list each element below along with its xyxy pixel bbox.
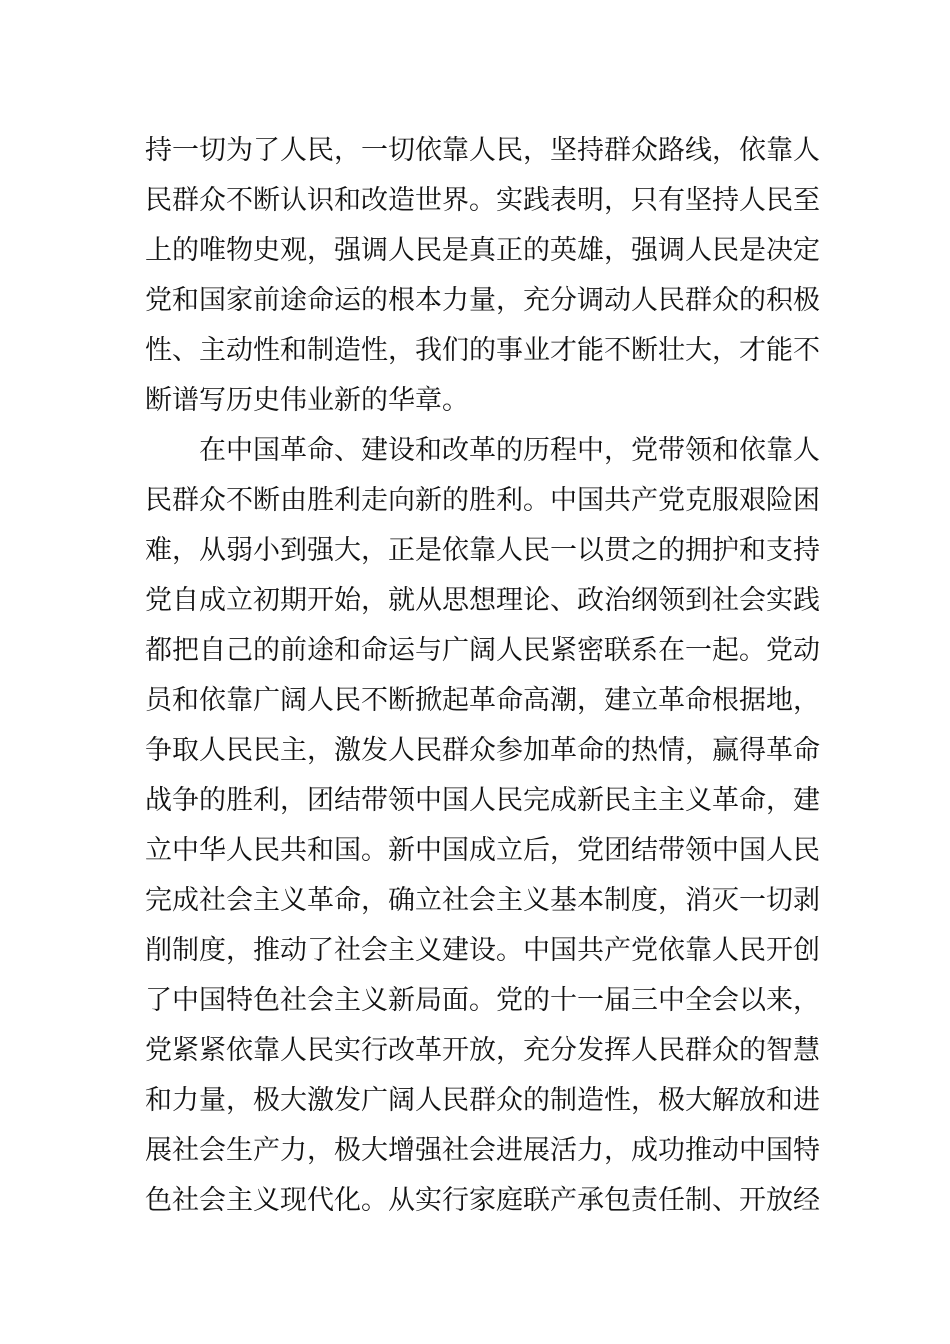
text-line: 民群众不断认识和改造世界。实践表明，只有坚持人民至 bbox=[145, 185, 820, 216]
text-line: 争取人民民主，激发人民群众参加革命的热情，赢得革命 bbox=[145, 735, 820, 766]
text-line: 难，从弱小到强大，正是依靠人民一以贯之的拥护和支持 bbox=[145, 535, 820, 566]
text-line: 党紧紧依靠人民实行改革开放，充分发挥人民群众的智慧 bbox=[145, 1035, 820, 1066]
text-line: 民群众不断由胜利走向新的胜利。中国共产党克服艰险困 bbox=[145, 485, 820, 516]
text-line: 完成社会主义革命，确立社会主义基本制度，消灭一切剥 bbox=[145, 885, 820, 916]
text-line: 战争的胜利，团结带领中国人民完成新民主主义革命，建 bbox=[145, 785, 820, 816]
text-line: 断谱写历史伟业新的华章。 bbox=[145, 385, 469, 416]
text-line: 展社会生产力，极大增强社会进展活力，成功推动中国特 bbox=[145, 1135, 820, 1166]
text-line: 员和依靠广阔人民不断掀起革命高潮，建立革命根据地， bbox=[145, 685, 820, 716]
body-text bbox=[145, 126, 820, 1226]
text-line: 党和国家前途命运的根本力量，充分调动人民群众的积极 bbox=[145, 285, 820, 316]
paragraph-2 bbox=[145, 426, 820, 1226]
text-line: 立中华人民共和国。新中国成立后，党团结带领中国人民 bbox=[145, 835, 820, 866]
text-line: 在中国革命、建设和改革的历程中，党带领和依靠人 bbox=[199, 435, 820, 466]
text-line: 都把自己的前途和命运与广阔人民紧密联系在一起。党动 bbox=[145, 635, 820, 666]
text-line: 削制度，推动了社会主义建设。中国共产党依靠人民开创 bbox=[145, 935, 820, 966]
text-line: 党自成立初期开始，就从思想理论、政治纲领到社会实践 bbox=[145, 585, 820, 616]
text-line: 和力量，极大激发广阔人民群众的制造性，极大解放和进 bbox=[145, 1085, 820, 1116]
text-line: 持一切为了人民，一切依靠人民，坚持群众路线，依靠人 bbox=[145, 135, 820, 166]
paragraph-1 bbox=[145, 126, 820, 426]
text-line: 了中国特色社会主义新局面。党的十一届三中全会以来， bbox=[145, 985, 820, 1016]
text-line: 性、主动性和制造性，我们的事业才能不断壮大，才能不 bbox=[145, 335, 820, 366]
text-line: 上的唯物史观，强调人民是真正的英雄，强调人民是决定 bbox=[145, 235, 820, 266]
text-line: 色社会主义现代化。从实行家庭联产承包责任制、开放经 bbox=[145, 1185, 820, 1216]
